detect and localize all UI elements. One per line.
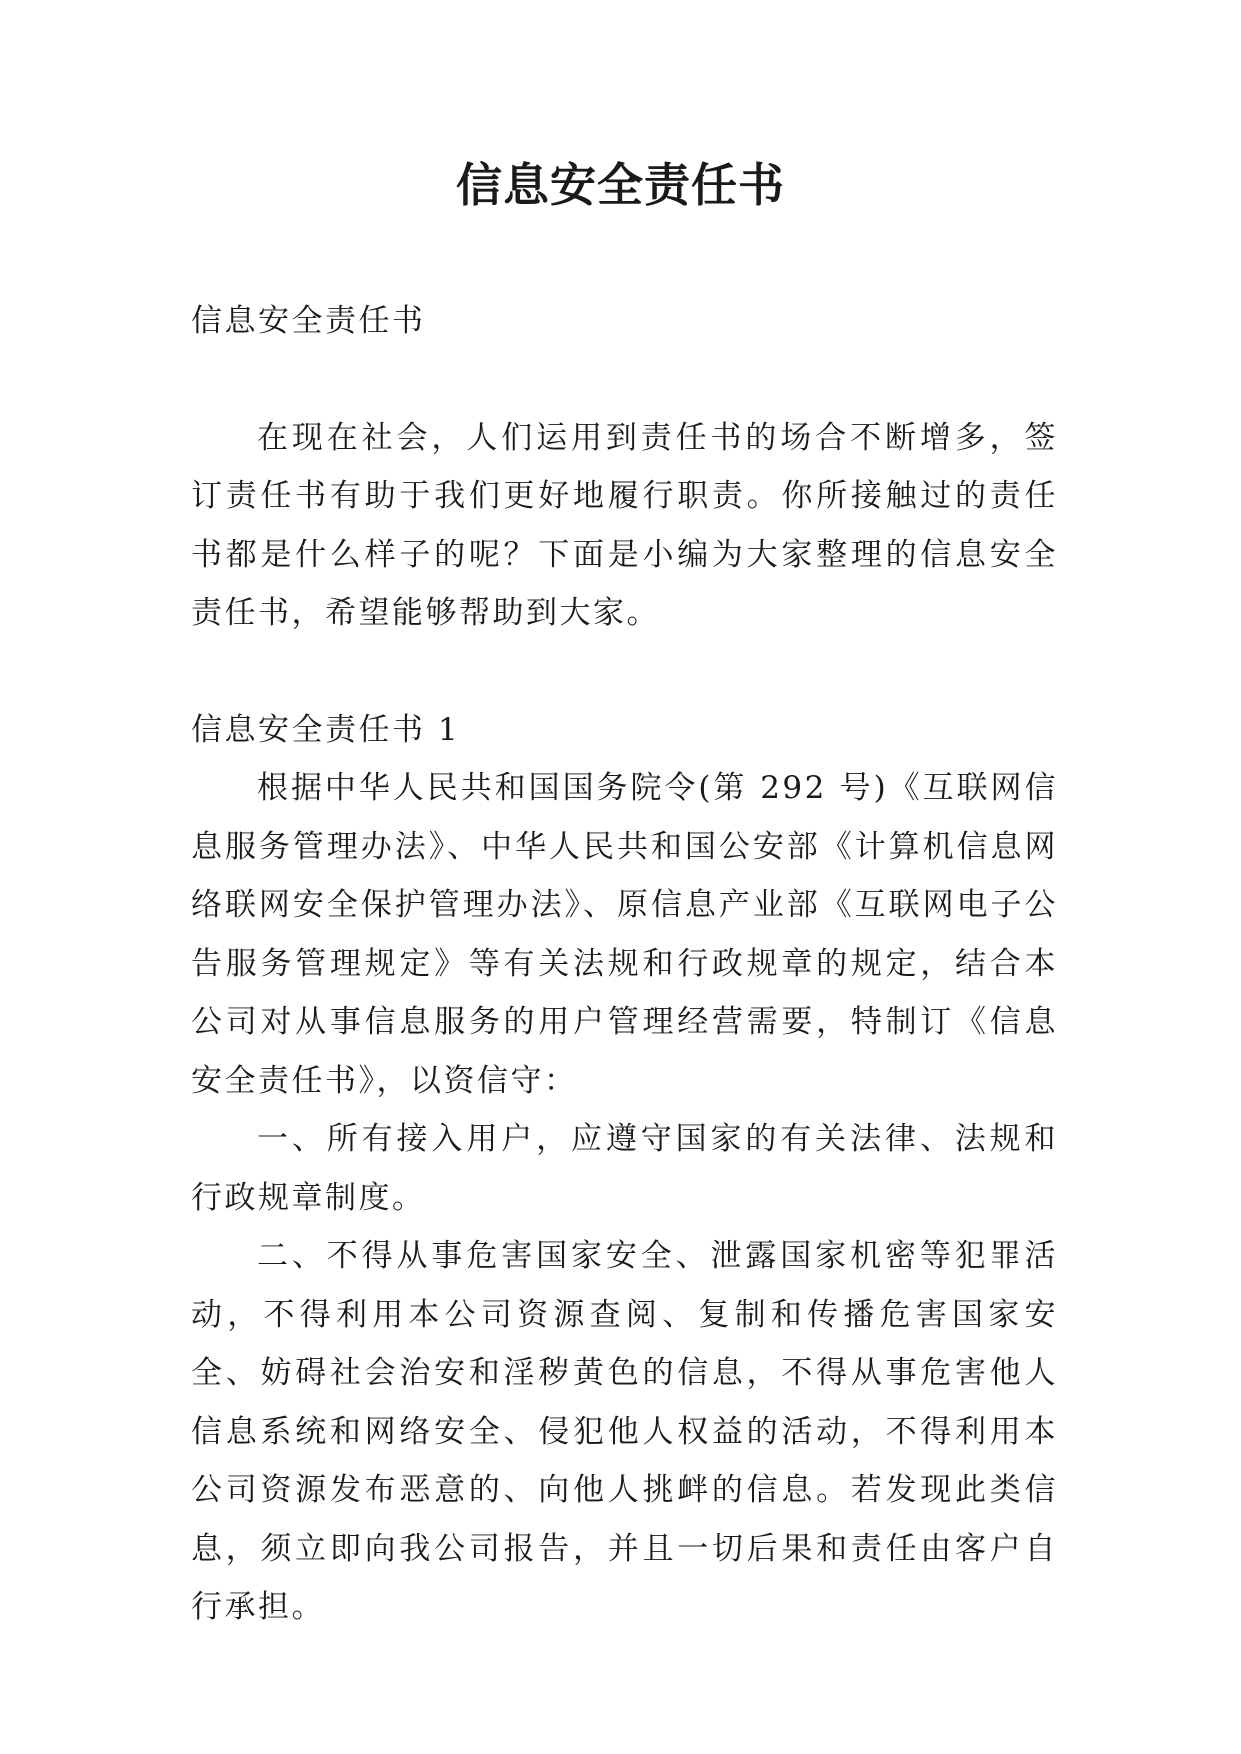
intro-paragraph: 在现在社会，人们运用到责任书的场合不断增多，签订责任书有助于我们更好地履行职责。你所接触过的责任书都是什么样子的呢？下面是小编为大家整理的信息安全责任书，希望能够帮助到大家。 xyxy=(191,419,1058,631)
document-title: 信息安全责任书 xyxy=(456,158,785,212)
body-paragraph-3: 二、不得从事危害国家安全、泄露国家机密等犯罪活动，不得利用本公司资源查阅、复制和传播危害国家安全、妨碍社会治安和淫秽黄色的信息，不得从事危害他人信息系统和网络安全、侵犯他人权益的活动，不得利用本公司资源发布恶意的、向他人挑衅的信息。若发现此类信息，须立即向我公司报告，并且一切后果和责任由客户自行承担。 xyxy=(191,1238,1058,1625)
body-paragraph-1: 根据中华人民共和国国务院令(第 292 号)《互联网信息服务管理办法》、中华人民共和国公安部《计算机信息网络联网安全保护管理办法》、原信息产业部《互联网电子公告服务管理规定》等有关法规和行政规章的规定，结合本公司对从事信息服务的用户管理经营需要，特制订《信息安全责任书》，以资信守： xyxy=(191,770,1058,1099)
body-paragraph-2: 一、所有接入用户，应遵守国家的有关法律、法规和行政规章制度。 xyxy=(191,1121,1058,1216)
document-subtitle: 信息安全责任书 xyxy=(191,303,426,339)
section-heading: 信息安全责任书 1 xyxy=(191,711,461,748)
document-body xyxy=(191,292,1058,1637)
